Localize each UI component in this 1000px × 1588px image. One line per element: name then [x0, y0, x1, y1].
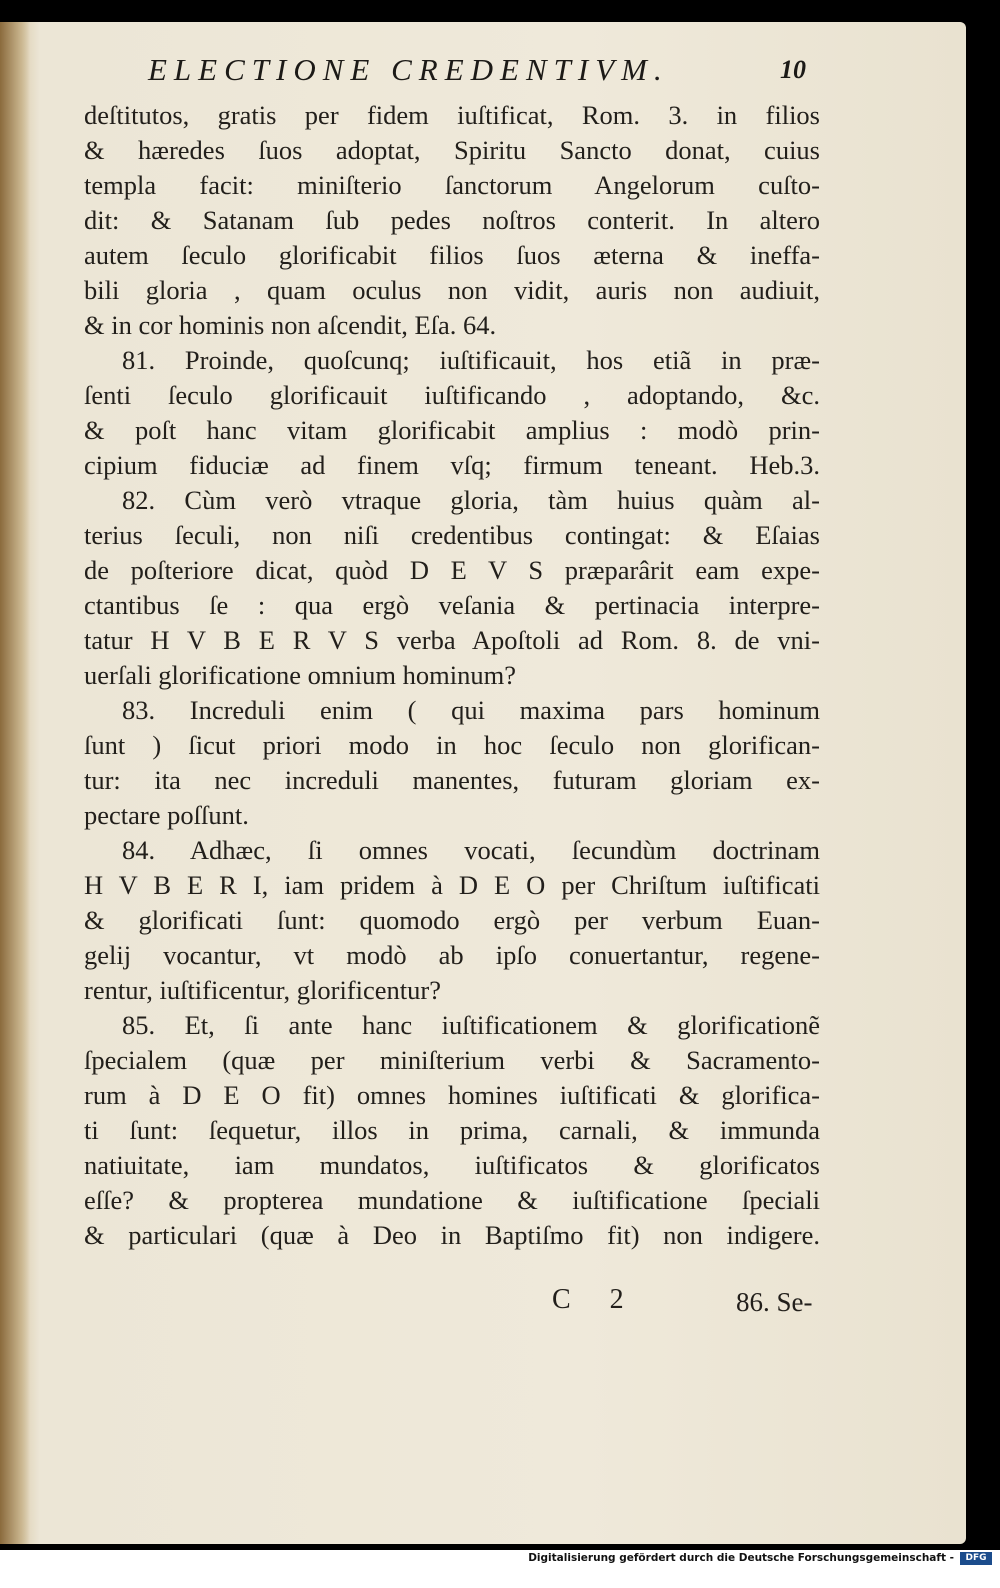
text-line: H V B E R I, iam pridem à D E O per Chriſtum iuſtificati: [84, 870, 820, 900]
dfg-logo: DFG: [960, 1552, 992, 1565]
text-line: natiuitate, iam mundatos, iuſtificatos & glorificatos: [84, 1150, 820, 1180]
text-line: rentur, iuſtificentur, glorificentur?: [84, 975, 441, 1005]
text-line: tatur H V B E R V S verba Apoſtoli ad Rom. 8. de vni-: [84, 625, 820, 655]
text-line: & particulari (quæ à Deo in Baptiſmo fit) non indigere.: [84, 1220, 820, 1250]
text-line: 82. Cùm verò vtraque gloria, tàm huius quàm al-: [122, 485, 820, 515]
text-line: 84. Adhæc, ſi omnes vocati, ſecundùm doctrinam: [122, 835, 820, 865]
text-line: dit: & Satanam ſub pedes noſtros conterit. In altero: [84, 205, 820, 235]
text-line: gelij vocantur, vt modò ab ipſo conuertantur, regene-: [84, 940, 820, 970]
text-line: ſpecialem (quæ per miniſterium verbi & Sacramento-: [84, 1045, 820, 1075]
text-line: pectare poſſunt.: [84, 800, 249, 830]
running-title: ELECTIONE CREDENTIVM.: [148, 52, 669, 87]
text-line: ſunt ) ſicut priori modo in hoc ſeculo non glorifican-: [84, 730, 820, 760]
text-line: & in cor hominis non aſcendit, Eſa. 64.: [84, 310, 497, 340]
text-line: 85. Et, ſi ante hanc iuſtificationem & glorificationẽ: [122, 1010, 820, 1040]
text-line: rum à D E O fit) omnes homines iuſtificati & glorifica-: [84, 1080, 820, 1110]
page-number: 10: [780, 55, 806, 84]
text-line: tur: ita nec increduli manentes, futuram gloriam ex-: [84, 765, 820, 795]
body-text: [84, 98, 820, 1253]
text-line: eſſe? & propterea mundatione & iuſtificatione ſpeciali: [84, 1185, 820, 1215]
text-line: deſtitutos, gratis per fidem iuſtificat, Rom. 3. in filios: [84, 100, 820, 130]
text-line: templa facit: miniſterio ſanctorum Angelorum cuſto-: [84, 170, 820, 200]
signature-mark: C 2: [552, 1284, 640, 1315]
page-gutter-shadow: [0, 22, 30, 1544]
text-line: 83. Increduli enim ( qui maxima pars hominum: [122, 695, 820, 725]
text-line: uerſali glorificatione omnium hominum?: [84, 660, 516, 690]
text-line: ti ſunt: ſequetur, illos in prima, carnali, & immunda: [84, 1115, 820, 1145]
text-line: cipium fiduciæ ad finem vſq; firmum teneant. Heb.3.: [84, 450, 820, 480]
text-line: de poſteriore dicat, quòd D E V S præparârit eam expe-: [84, 555, 820, 585]
text-line: 81. Proinde, quoſcunq; iuſtificauit, hos etiã in præ-: [122, 345, 820, 375]
text-line: ctantibus ſe : qua ergò veſania & pertinacia interpre-: [84, 590, 820, 620]
text-line: & poſt hanc vitam glorificabit amplius : modò prin-: [84, 415, 820, 445]
text-line: autem ſeculo glorificabit filios ſuos æterna & ineffa-: [84, 240, 820, 270]
text-line: & glorificati ſunt: quomodo ergò per verbum Euan-: [84, 905, 820, 935]
text-line: & hæredes ſuos adoptat, Spiritu Sancto donat, cuius: [84, 135, 820, 165]
catchword: 86. Se-: [736, 1287, 813, 1317]
text-line: bili gloria , quam oculus non vidit, auris non audiuit,: [84, 275, 820, 305]
funding-credit: Digitalisierung gefördert durch die Deutsche Forschungsgemeinschaft -: [528, 1552, 954, 1564]
text-line: ſenti ſeculo glorificauit iuſtificando , adoptando, &c.: [84, 380, 820, 410]
text-line: terius ſeculi, non niſi credentibus contingat: & Eſaias: [84, 520, 820, 550]
